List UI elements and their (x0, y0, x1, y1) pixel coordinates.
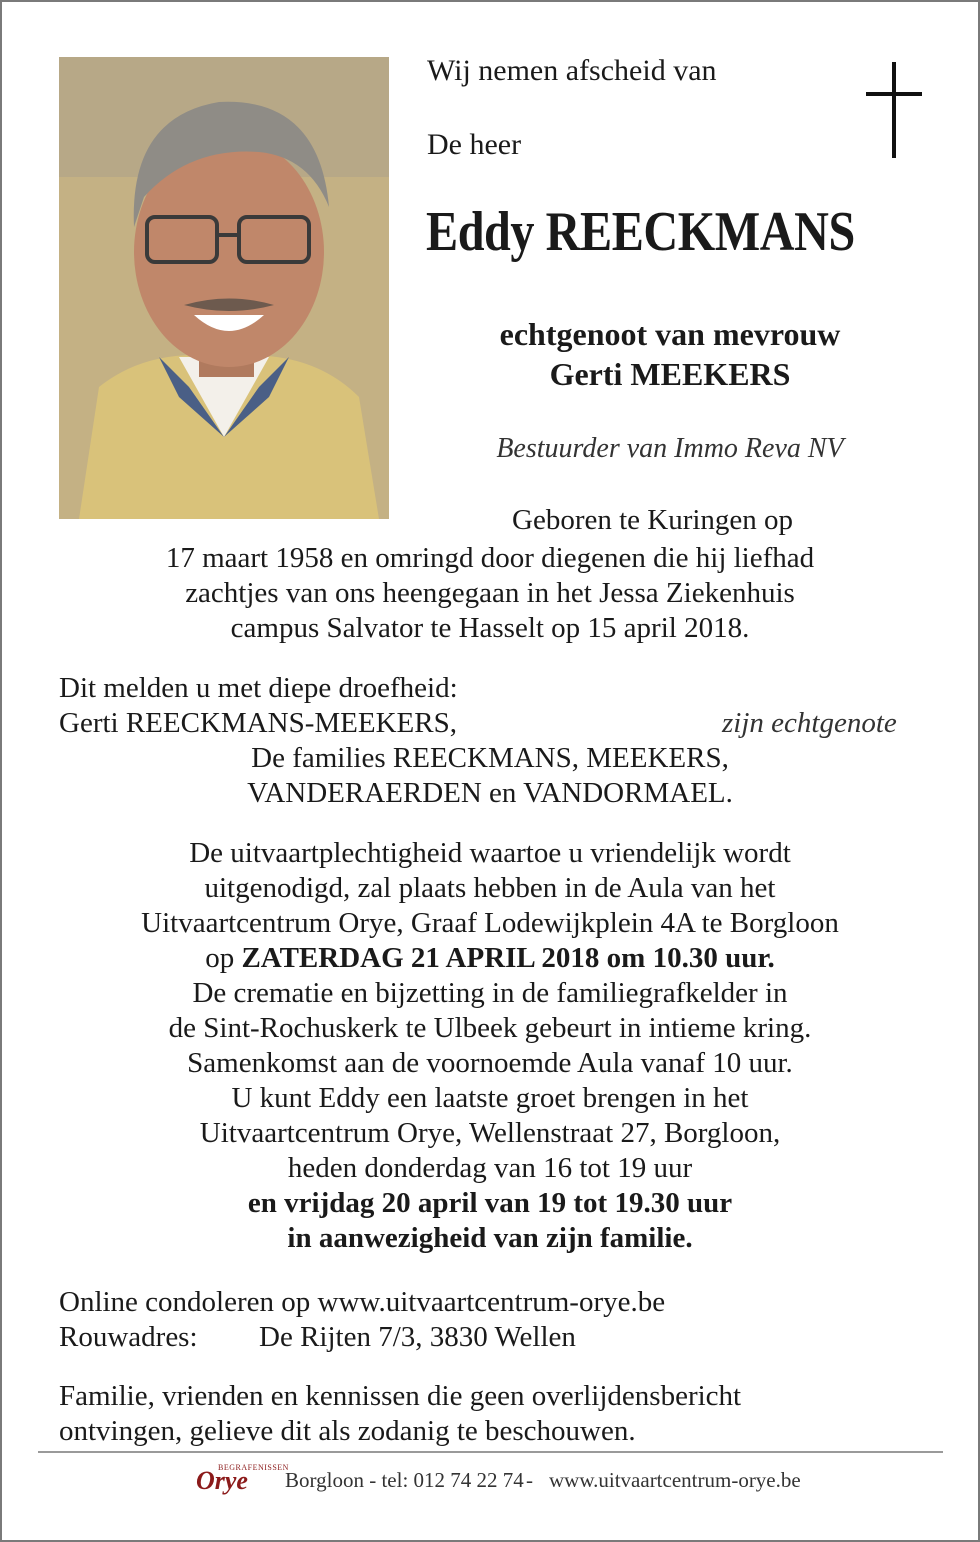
intro-text: Wij nemen afscheid van (427, 54, 717, 87)
address: De Rijten 7/3, 3830 Wellen (259, 1321, 576, 1353)
ceremony-line: U kunt Eddy een laatste groet brengen in het (231, 1082, 749, 1114)
logo-subtext: BEGRAFENISSEN (218, 1463, 289, 1472)
announcement-intro: Dit melden u met diepe droefheid: (59, 672, 458, 704)
closing-line: ontvingen, gelieve dit als zodanig te beschouwen. (59, 1415, 636, 1447)
footer-divider (38, 1451, 943, 1453)
ceremony-date-line (40, 941, 940, 975)
ceremony-line: De uitvaartplechtigheid waartoe u vriendelijk wordt (189, 837, 791, 869)
visitation-line: in aanwezigheid van zijn familie. (287, 1222, 693, 1254)
ceremony-line: uitgenodigd, zal plaats hebben in de Aula van het (204, 872, 776, 904)
ceremony-line: Uitvaartcentrum Orye, Graaf Lodewijkplein 4A te Borgloon (141, 907, 839, 939)
deceased-name: Eddy REECKMANS (426, 201, 855, 263)
latin-cross-icon (866, 62, 922, 158)
footer-separator: - (526, 1468, 533, 1492)
role-text: Bestuurder van Immo Reva NV (496, 433, 844, 464)
birth-line: Geboren te Kuringen op (512, 504, 794, 536)
closing-line: Familie, vrienden en kennissen die geen overlijdensbericht (59, 1380, 742, 1412)
families-line: VANDERAERDEN en VANDORMAEL. (247, 777, 733, 809)
honorific: De heer (427, 128, 522, 161)
birth-line: zachtjes van ons heengegaan in het Jessa Ziekenhuis (185, 577, 795, 609)
spouse-role: zijn echtgenote (722, 707, 897, 739)
ceremony-line: heden donderdag van 16 tot 19 uur (287, 1152, 693, 1184)
birth-line: 17 maart 1958 en omringd door diegenen die hij liefhad (165, 542, 815, 574)
visitation-line: en vrijdag 20 april van 19 tot 19.30 uur (247, 1187, 733, 1219)
portrait-photo (59, 57, 389, 519)
ceremony-line: Uitvaartcentrum Orye, Wellenstraat 27, Borgloon, (199, 1117, 781, 1149)
footer-info: Borgloon - tel: 012 74 22 74 (285, 1468, 524, 1492)
address-label: Rouwadres: (59, 1321, 198, 1353)
spouse-line-1: echtgenoot van mevrouw (499, 316, 841, 352)
ceremony-line: De crematie en bijzetting in de familiegrafkelder in (192, 977, 788, 1009)
footer-website: www.uitvaartcentrum-orye.be (549, 1468, 801, 1492)
ceremony-date: ZATERDAG 21 APRIL 2018 om 10.30 uur. (241, 942, 775, 974)
spouse-line-2: Gerti MEEKERS (549, 356, 791, 392)
birth-line: campus Salvator te Hasselt op 15 april 2018. (230, 612, 750, 644)
ceremony-date-prefix: op (205, 942, 235, 974)
orye-logo: Orye (196, 1466, 248, 1495)
online-condolence: Online condoleren op www.uitvaartcentrum-orye.be (59, 1286, 666, 1318)
families-line: De families REECKMANS, MEEKERS, (251, 742, 729, 774)
ceremony-line: de Sint-Rochuskerk te Ulbeek gebeurt in intieme kring. (168, 1012, 812, 1044)
spouse-name: Gerti REECKMANS-MEEKERS, (59, 707, 457, 739)
ceremony-line: Samenkomst aan de voornoemde Aula vanaf 10 uur. (187, 1047, 793, 1079)
